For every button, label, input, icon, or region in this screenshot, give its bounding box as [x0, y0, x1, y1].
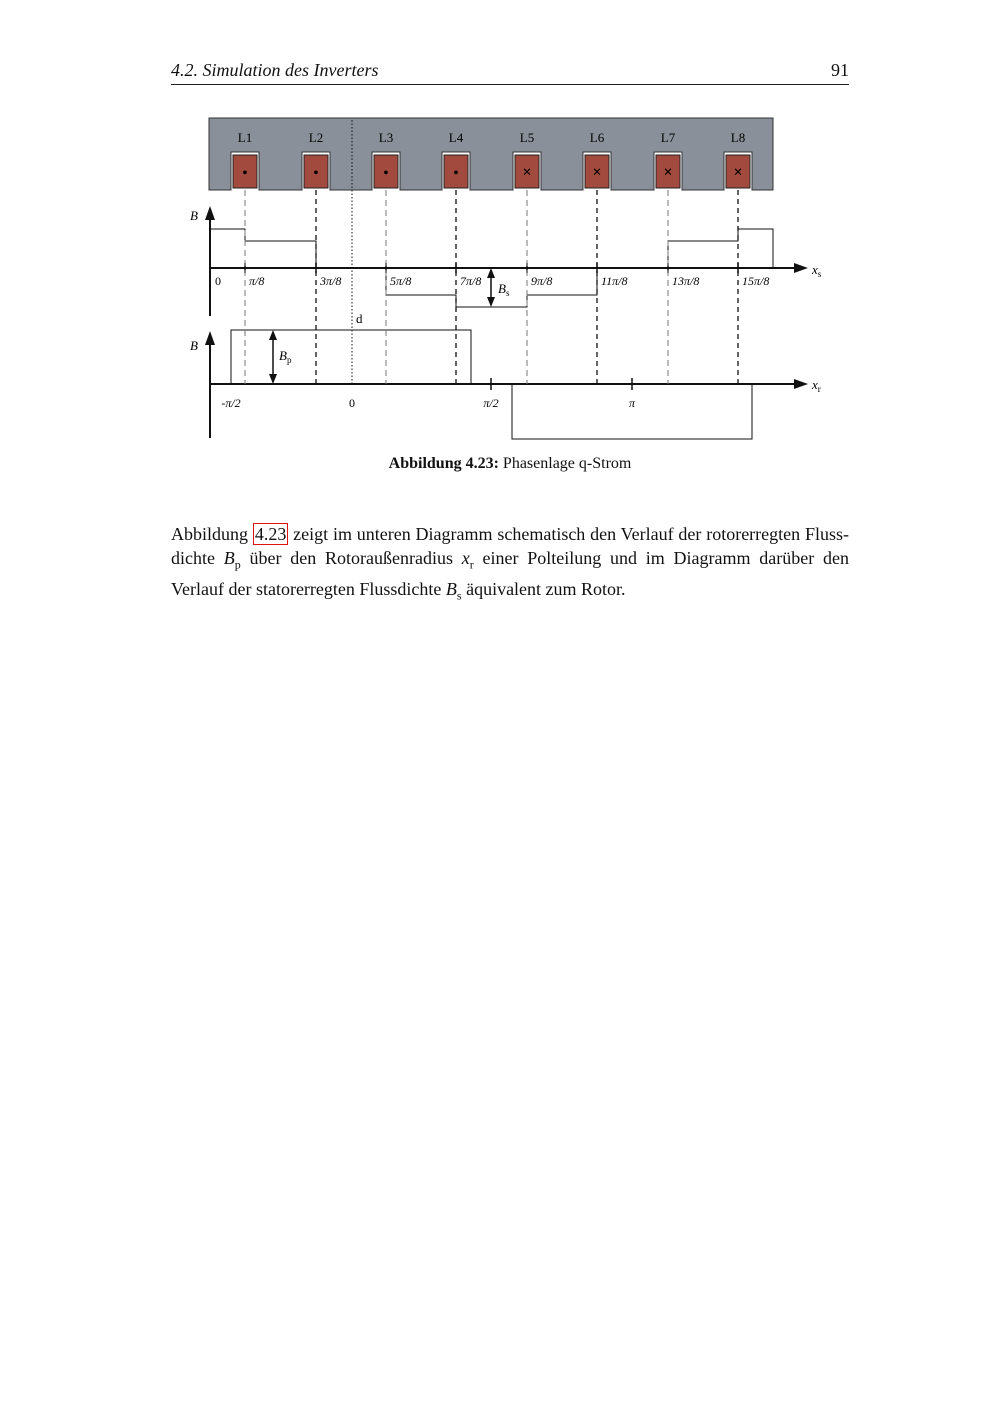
- d-axis-label: d: [356, 311, 363, 326]
- upper-x-arrow: [794, 263, 808, 273]
- current-into-page-icon: ×: [592, 164, 602, 181]
- lower-y-arrow: [205, 331, 215, 345]
- math-symbol: $B_p$: [223, 548, 241, 572]
- bs-arrow-top: [487, 268, 495, 278]
- slot-label: L8: [730, 130, 746, 145]
- lower-tick-label: 0: [349, 396, 355, 410]
- slot-label: L3: [378, 130, 394, 145]
- slot-label: L5: [519, 130, 535, 145]
- bp-arrow-top: [269, 330, 277, 340]
- figure-caption: [171, 455, 849, 473]
- upper-y-arrow: [205, 206, 215, 220]
- current-out-of-page-icon: •: [383, 166, 389, 181]
- upper-tick-label: π/8: [249, 274, 265, 288]
- upper-tick-label: 0: [215, 274, 221, 288]
- bp-arrow-bottom: [269, 374, 277, 384]
- bs-arrow-bottom: [487, 297, 495, 307]
- caption-text: Phasenlage q-Strom: [502, 455, 632, 472]
- phase-diagram-figure: [185, 110, 845, 450]
- upper-y-label: B: [190, 208, 198, 223]
- current-into-page-icon: ×: [733, 164, 743, 181]
- current-out-of-page-icon: •: [313, 166, 319, 181]
- upper-tick-label: 7π/8: [460, 274, 482, 288]
- bp-label: $B_p$: [279, 348, 292, 365]
- slot-label: L6: [589, 130, 605, 145]
- text-run: Abbildung: [171, 524, 253, 544]
- upper-tick-label: 13π/8: [672, 274, 700, 288]
- current-into-page-icon: ×: [663, 164, 673, 181]
- bs-label: $B_s$: [498, 281, 510, 298]
- upper-x-label: $x_s$: [812, 262, 822, 279]
- body-paragraph: [171, 522, 849, 607]
- upper-tick-label: 15π/8: [742, 274, 770, 288]
- current-out-of-page-icon: •: [453, 166, 459, 181]
- lower-x-label: $x_r$: [812, 377, 821, 394]
- math-symbol: $B_s$: [445, 578, 462, 603]
- upper-tick-label: 11π/8: [601, 274, 628, 288]
- figure-reference-link[interactable]: 4.23: [254, 524, 287, 544]
- math-symbol: $x_r$: [461, 548, 474, 572]
- running-title: 4.2. Simulation des Inverters: [171, 60, 379, 80]
- slot-label: L2: [308, 130, 324, 145]
- lower-x-arrow: [794, 379, 808, 389]
- page-header: [171, 58, 849, 85]
- lower-tick-label: π/2: [483, 396, 499, 410]
- current-into-page-icon: ×: [522, 164, 532, 181]
- upper-tick-label: 9π/8: [531, 274, 553, 288]
- stator-body: [209, 118, 773, 190]
- text-run: zeigt im unteren Diagramm schematisch den Verlauf der rotorerregten Flussdichte: [171, 524, 849, 568]
- slot-label: L1: [237, 130, 253, 145]
- upper-tick-label: 5π/8: [390, 274, 412, 288]
- lower-tick-label: π: [628, 396, 636, 410]
- upper-tick-label: 3π/8: [320, 274, 342, 288]
- slot-label: L4: [448, 130, 464, 145]
- text-run: einer Polteilung und im Diagramm darüber den Verlauf der statorerregten Flussdichte: [171, 548, 849, 599]
- caption-label: Abbildung 4.23:: [388, 455, 499, 472]
- lower-y-label: B: [190, 338, 198, 353]
- lower-tick-label: -π/2: [221, 396, 241, 410]
- page-number: 91: [831, 60, 849, 80]
- text-run: äquivalent zum Rotor.: [461, 578, 626, 599]
- text-run: über den Rotoraußenradius: [240, 548, 462, 568]
- slot-label: L7: [660, 130, 676, 145]
- current-out-of-page-icon: •: [242, 166, 248, 181]
